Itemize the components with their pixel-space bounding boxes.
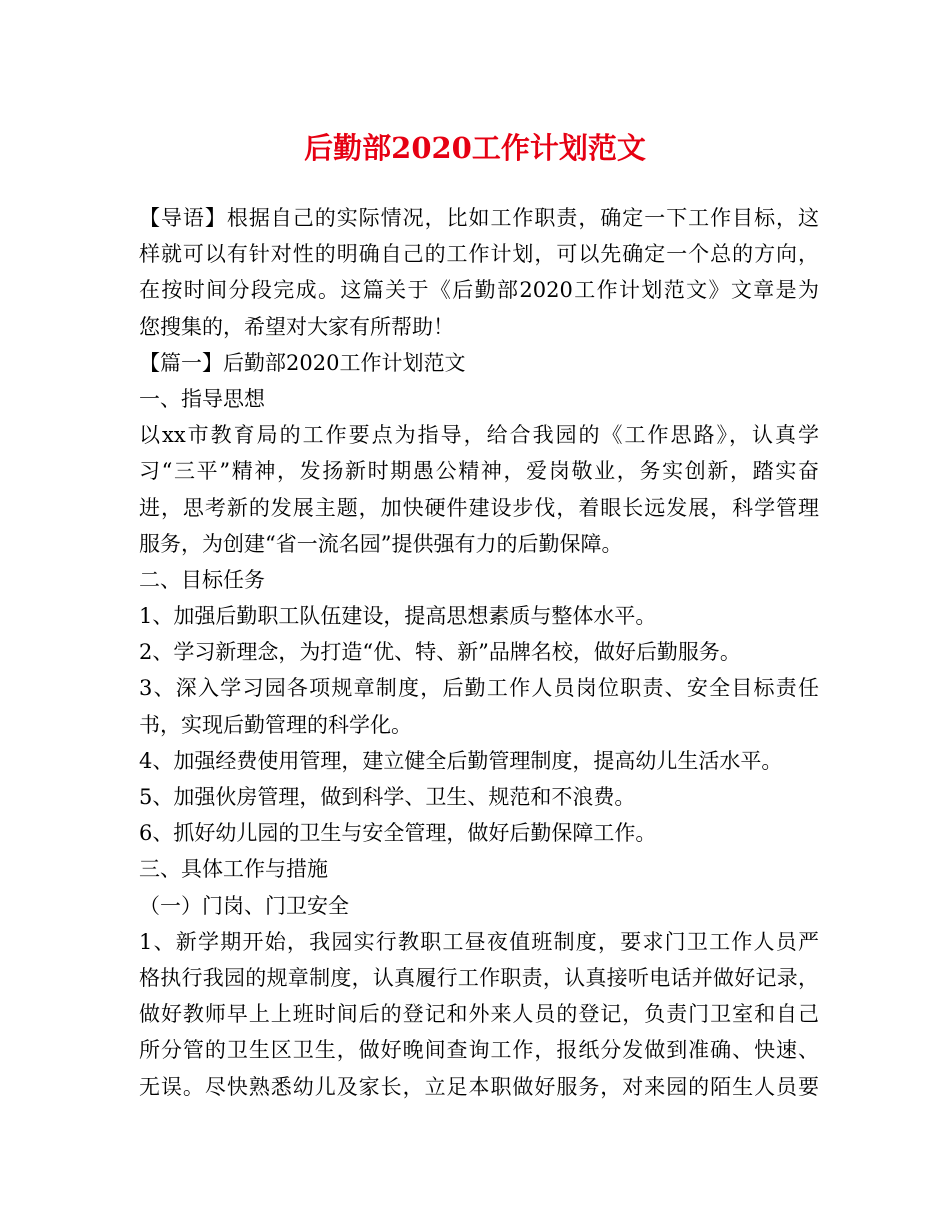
subsection-heading: （一）门岗、门卫安全 [139,893,349,918]
section-heading: 【篇一】后勤部2020工作计划范文 [139,350,466,375]
document-title: 后勤部2020工作计划范文 [304,131,646,165]
document-body [139,200,819,1105]
text-line: 样就可以有针对性的明确自己的工作计划，可以先确定一个总的方向， [139,242,819,267]
list-item: 1、新学期开始，我园实行教职工昼夜值班制度，要求门卫工作人员严 [139,929,819,954]
section-heading: 三、具体工作与措施 [139,857,328,882]
list-item: 2、学习新理念，为打造“优、特、新”品牌名校，做好后勤服务。 [139,640,741,665]
list-item: 6、抓好幼儿园的卫生与安全管理，做好后勤保障工作。 [139,821,657,846]
list-item: 3、深入学习园各项规章制度，后勤工作人员岗位职责、安全目标责任 [139,676,819,701]
list-item: 5、加强伙房管理，做到科学、卫生、规范和不浪费。 [139,785,636,809]
text-line: 在按时间分段完成。这篇关于《后勤部2020工作计划范文》文章是为 [139,278,819,303]
text-line: 所分管的卫生区卫生，做好晚间查询工作，报纸分发做到准确、快速、 [139,1038,819,1063]
text-line: 做好教师早上上班时间后的登记和外来人员的登记，负责门卫室和自己 [139,1002,819,1027]
list-item: 1、加强后勤职工队伍建设，提高思想素质与整体水平。 [139,604,657,629]
section-heading: 一、指导思想 [139,386,265,411]
text-line: 以xx市教育局的工作要点为指导，给合我园的《工作思路》，认真学 [139,423,819,448]
text-line: 习“三平”精神，发扬新时期愚公精神，爱岗敬业，务实创新，踏实奋 [139,459,819,484]
text-line: 服务，为创建“省一流名园”提供强有力的后勤保障。 [139,531,623,556]
section-heading: 二、目标任务 [139,567,265,592]
list-item: 4、加强经费使用管理，建立健全后勤管理制度，提高幼儿生活水平。 [139,748,783,773]
text-line: 无误。尽快熟悉幼儿及家长，立足本职做好服务，对来园的陌生人员要 [139,1074,819,1099]
text-line: 书，实现后勤管理的科学化。 [139,712,412,737]
text-line: 格执行我园的规章制度，认真履行工作职责，认真接听电话并做好记录， [139,965,819,990]
text-line: 您搜集的，希望对大家有所帮助！ [139,314,454,339]
text-line: 进，思考新的发展主题，加快硬件建设步伐，着眼长远发展，科学管理 [139,495,819,520]
text-line: 【导语】根据自己的实际情况，比如工作职责，确定一下工作目标，这 [139,206,819,230]
